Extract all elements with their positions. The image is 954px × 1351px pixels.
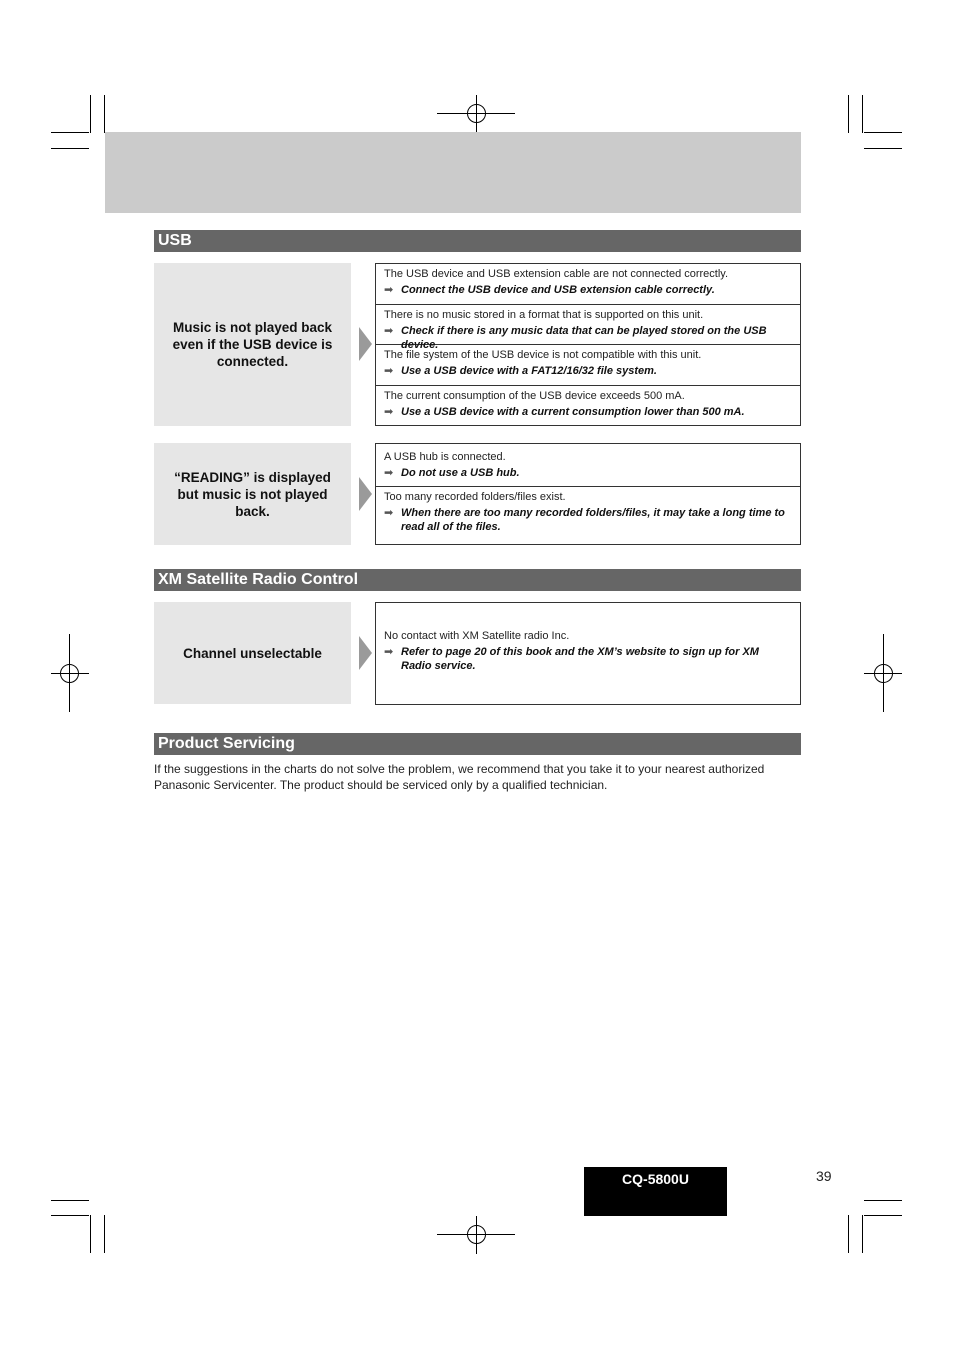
triangle-pointer-icon xyxy=(359,327,372,361)
right-arrow-icon: ➡ xyxy=(384,646,394,658)
symptom-text: Music is not played back even if the USB device is connected. xyxy=(172,320,333,369)
remedy xyxy=(384,282,792,298)
crop-mark xyxy=(864,132,902,133)
cause-item xyxy=(376,264,800,305)
cause-text: The file system of the USB device is not compatible with this unit. xyxy=(384,349,702,361)
remedy-text: When there are too many recorded folders/files, it may take a long time to read all of the files. xyxy=(401,507,785,533)
crop-mark xyxy=(90,95,91,133)
symptom-box xyxy=(154,602,351,704)
header-banner xyxy=(105,132,801,213)
remedy xyxy=(384,363,792,379)
section-title-usb: USB xyxy=(154,230,801,252)
crop-mark xyxy=(864,1200,902,1201)
remedy xyxy=(384,465,792,481)
cause-item xyxy=(376,305,800,351)
crop-mark xyxy=(862,1215,863,1253)
right-arrow-icon: ➡ xyxy=(384,284,394,296)
remedy-text: Connect the USB device and USB extension cable correctly. xyxy=(401,284,715,296)
cause-list xyxy=(375,443,801,545)
right-arrow-icon: ➡ xyxy=(384,406,394,418)
cause-list xyxy=(375,602,801,705)
crop-mark xyxy=(864,1215,902,1216)
remedy-text: Use a USB device with a current consumption lower than 500 mA. xyxy=(401,406,745,418)
servicing-text: If the suggestions in the charts do not solve the problem, we recommend that you take it to your nearest authorized Panasonic Servicenter. The product should be serviced only by a qualified technician. xyxy=(154,762,765,792)
cause-item xyxy=(376,444,800,487)
symptom-text: “READING” is displayed but music is not played back. xyxy=(174,469,331,519)
triangle-pointer-icon xyxy=(359,636,372,670)
crop-mark xyxy=(104,95,105,133)
right-arrow-icon: ➡ xyxy=(384,507,394,519)
crop-mark xyxy=(51,132,89,133)
cause-item xyxy=(376,603,800,704)
remedy-text: Use a USB device with a FAT12/16/32 file system. xyxy=(401,365,657,377)
right-arrow-icon: ➡ xyxy=(384,365,394,377)
cause-text: The current consumption of the USB device exceeds 500 mA. xyxy=(384,390,685,402)
symptom-text: Channel unselectable xyxy=(183,645,322,661)
page-number: 39 xyxy=(816,1168,832,1184)
remedy xyxy=(384,404,792,420)
triangle-pointer-icon xyxy=(359,477,372,511)
crop-mark xyxy=(51,1215,89,1216)
symptom-box xyxy=(154,443,351,545)
remedy xyxy=(384,505,792,534)
crop-mark xyxy=(104,1215,105,1253)
section-title-servicing: Product Servicing xyxy=(154,733,801,755)
cause-text: The USB device and USB extension cable are not connected correctly. xyxy=(384,268,729,280)
crop-mark xyxy=(90,1215,91,1253)
remedy-text: Do not use a USB hub. xyxy=(401,467,520,479)
remedy-text: Refer to page 20 of this book and the XM’s website to sign up for XM Radio service. xyxy=(401,646,759,672)
crop-mark xyxy=(848,1215,849,1253)
crop-mark xyxy=(862,95,863,133)
crop-mark xyxy=(51,1200,89,1201)
crop-mark xyxy=(848,95,849,133)
crop-mark xyxy=(864,148,902,149)
symptom-box xyxy=(154,263,351,426)
cause-list xyxy=(375,263,801,426)
right-arrow-icon: ➡ xyxy=(384,467,394,479)
section-title-xm: XM Satellite Radio Control xyxy=(154,569,801,591)
cause-item xyxy=(376,487,800,544)
remedy-text: Check if there is any music data that can be played stored on the USB device. xyxy=(401,325,767,351)
model-label: CQ-5800U xyxy=(584,1167,727,1216)
cause-text: A USB hub is connected. xyxy=(384,451,506,463)
cause-text: Too many recorded folders/files exist. xyxy=(384,491,566,503)
remedy xyxy=(384,644,792,673)
right-arrow-icon: ➡ xyxy=(384,325,394,337)
cause-text: There is no music stored in a format that is supported on this unit. xyxy=(384,309,704,321)
cause-item xyxy=(376,386,800,425)
crop-mark xyxy=(51,148,89,149)
cause-text: No contact with XM Satellite radio Inc. xyxy=(384,630,570,642)
